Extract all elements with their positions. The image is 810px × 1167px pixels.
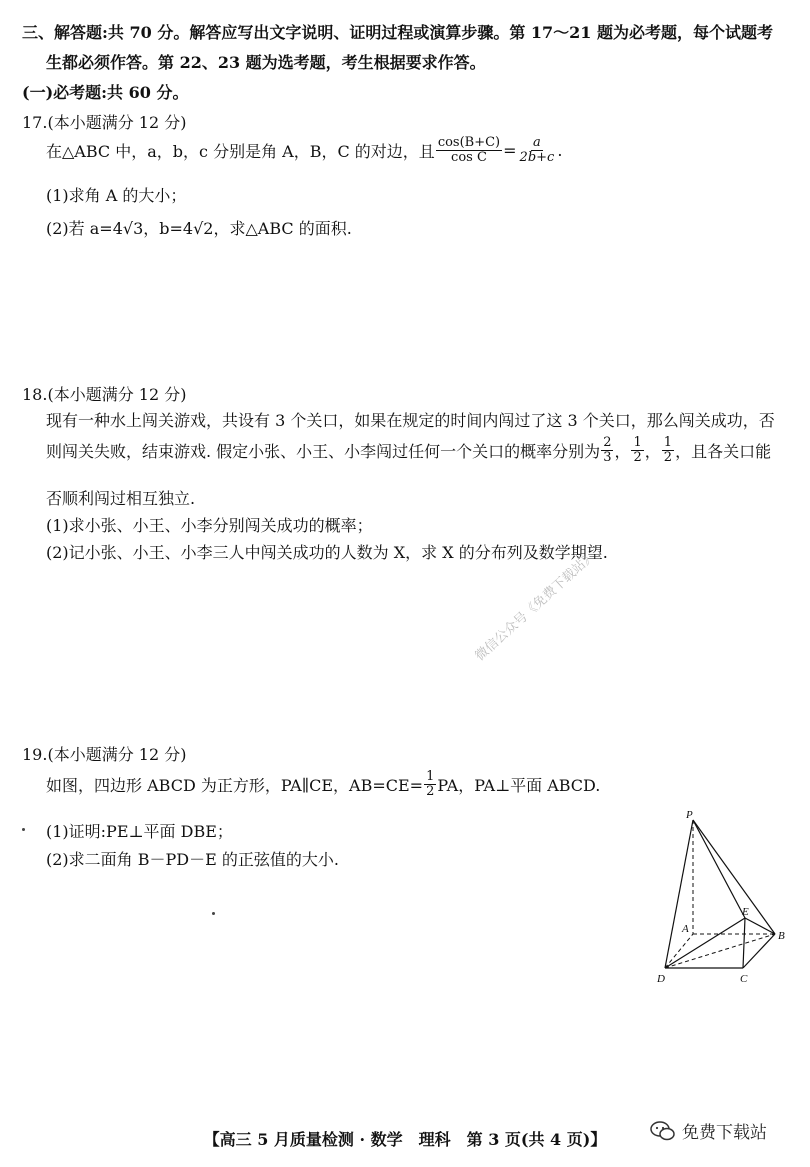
edge-CE	[743, 918, 745, 968]
q17-heading: 17.(本小题满分 12 分)	[22, 113, 187, 132]
watermark-text: 微信公众号《免费下载站》	[472, 548, 599, 665]
q18-part1: (1)求小张、小王、小李分别闯关成功的概率；	[46, 516, 373, 535]
q19-heading: 19.(本小题满分 12 分)	[22, 745, 187, 764]
q18-prob-li	[662, 436, 674, 464]
q17-part2: (2)若 a=4√3，b=4√2，求△ABC 的面积.	[46, 219, 352, 238]
q17-stem-text: 在△ABC 中，a，b，c 分别是角 A，B，C 的对边，且	[46, 141, 435, 161]
q18-line2-text: 则闯关失败，结束游戏. 假定小张、小王、小李闯过任何一个关口的概率分别为	[46, 441, 601, 461]
q19-frac-denominator: 2	[426, 783, 435, 799]
q18-prob-wang	[631, 436, 643, 464]
label-E: E	[742, 906, 749, 918]
brand-text: 免费下载站	[682, 1123, 767, 1143]
q17-stem	[46, 136, 562, 164]
q18-line2-end: ，且各关口能	[675, 441, 772, 461]
q19-fraction	[424, 770, 436, 798]
q18-line3: 否顺利闯过相互独立.	[46, 489, 196, 508]
q18-line1: 现有一种水上闯关游戏，共设有 3 个关口，如果在规定的时间内闯过了这 3 个关口，那么闯关成功，否	[46, 411, 775, 430]
q18-prob-zhang	[601, 436, 613, 464]
q18-f3-numerator: 1	[663, 435, 673, 450]
scan-speck	[212, 912, 215, 915]
q18-f2-numerator: 1	[633, 435, 642, 450]
q17-frac2-denominator: 2b+c	[519, 149, 555, 165]
label-B: B	[778, 930, 785, 942]
q18-line2	[46, 436, 771, 464]
q17-frac2-numerator: a	[533, 135, 541, 150]
edge-EB	[745, 918, 775, 934]
label-C: C	[740, 973, 748, 985]
q18-sep1: ，	[614, 441, 631, 461]
q17-period: .	[557, 140, 563, 160]
q17-equals: =	[503, 140, 517, 160]
q19-part2: (2)求二面角 B－PD－E 的正弦值的大小.	[46, 850, 339, 869]
edge-DE	[665, 918, 745, 968]
brand-badge	[650, 1118, 767, 1143]
edge-PE	[693, 820, 745, 918]
q18-f3-denominator: 2	[663, 449, 673, 465]
section-instructions-line1: 三、解答题:共 70 分。解答应写出文字说明、证明过程或演算步骤。第 17～21 题为必考题，每个试题考	[22, 23, 773, 42]
q19-part1: (1)证明:PE⊥平面 DBE；	[46, 822, 233, 841]
q19-frac-numerator: 1	[426, 769, 435, 784]
q18-f1-numerator: 2	[603, 435, 612, 450]
edge-PD	[665, 820, 693, 968]
wechat-icon	[650, 1120, 676, 1142]
q17-fraction-left	[436, 136, 502, 164]
q18-sep2: ，	[644, 441, 661, 461]
scan-speck	[22, 828, 25, 831]
q17-frac1-denominator: cos C	[451, 149, 487, 165]
label-D: D	[657, 973, 665, 985]
label-P: P	[686, 809, 693, 821]
edge-DA-dashed	[665, 934, 693, 968]
section-instructions-line2: 生都必须作答。第 22、23 题为选考题，考生根据要求作答。	[46, 53, 486, 72]
q18-part2: (2)记小张、小王、小李三人中闯关成功的人数为 X，求 X 的分布列及数学期望.	[46, 543, 608, 562]
q19-stem-text: 如图，四边形 ABCD 为正方形，PA∥CE，AB=CE=	[46, 775, 424, 795]
section-subheading: (一)必考题:共 60 分。	[22, 83, 189, 102]
q18-heading: 18.(本小题满分 12 分)	[22, 385, 187, 404]
q17-part1: (1)求角 A 的大小；	[46, 186, 187, 205]
pyramid-figure	[645, 808, 795, 988]
q18-f1-denominator: 3	[603, 449, 612, 465]
q17-frac1-numerator: cos(B+C)	[437, 135, 501, 150]
edge-PB	[693, 820, 775, 934]
q17-fraction-right	[518, 136, 557, 164]
page-footer: 【高三 5 月质量检测 · 数学 理科 第 3 页(共 4 页)】	[203, 1130, 607, 1149]
label-A: A	[682, 923, 689, 935]
q18-f2-denominator: 2	[633, 449, 642, 465]
q19-stem-end: PA，PA⊥平面 ABCD.	[437, 775, 601, 795]
q19-stem	[46, 770, 600, 798]
